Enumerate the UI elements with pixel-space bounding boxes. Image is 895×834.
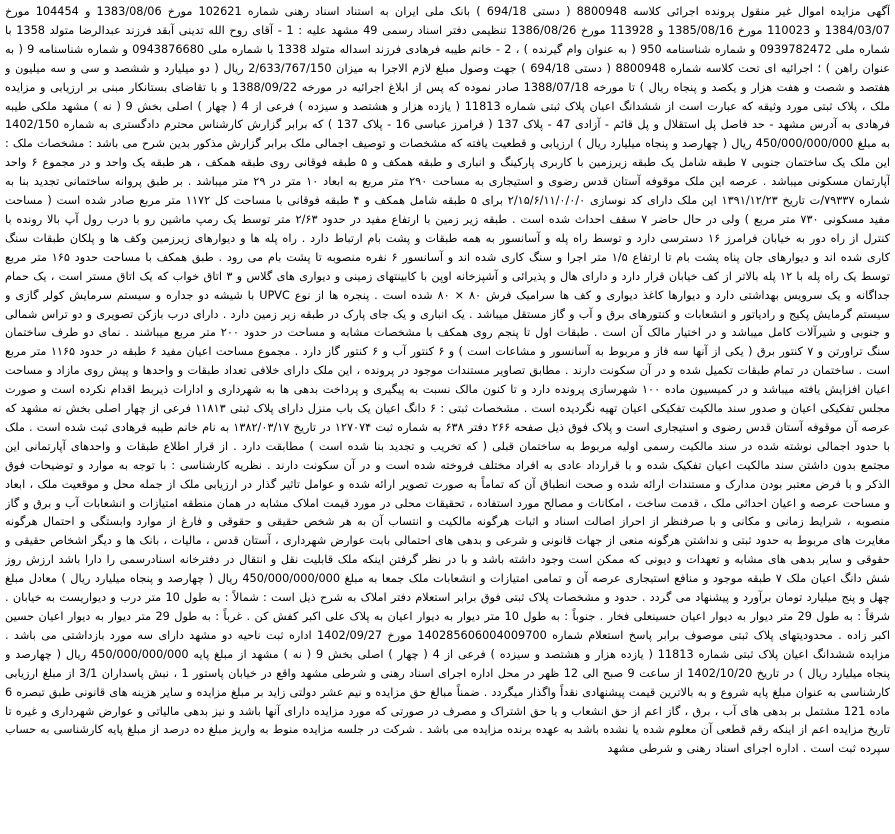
auction-notice <box>5 3 890 828</box>
notice-body-text: آگهی مزایده اموال غیر منقول پرونده اجرائی کلاسه 8800948 ( دستی 694/18 ) بانک ملی ایران به استناد اسناد رهنی شماره 102621 مورخ 1383/08/06 و 104454 مورخ 1384/03/07 و 110023 مورخ 1385/08/16 و 113928 مورخ 1386/08/26 تنظیمی دفتر اسناد رسمی 49 مشهد علیه : 1 - آقای روح الله تدینی آبقد فرزند عبدالرضا متولد 1358 با شماره ملی 0939782472 و شماره شناسنامه 950 ( به عنوان وام گیرنده ) ، 2 - خانم طیبه فرهادی فرزند اسداله متولد 1338 با شماره ملی 0943876680 و شماره شناسنامه 9 ( به عنوان راهن ) ؛ اجرائیه ای تحت کلاسه شماره 8800948 ( دستی 694/18 ) جهت وصول مبلغ لازم الاجرا به میزان 2/633/767/150 ریال ( دو میلیارد و ششصد و سی و سه میلیون و هفتصد و شصت و هفت هزار و یکصد و پنجاه ریال ) تا مورخه 1388/07/18 صادر نموده که پس از ابلاغ اجرائیه در مورخه 1388/09/22 و با تقاضای بستانکار مبنی بر ارزیابی و مزایده ملک ، پلاک ثبتی مورد وثیقه که عبارت است از ششدانگ اعیان پلاک ثبتی شماره 11813 ( یازده هزار و هشتصد و سیزده ) فرعی از 4 ( چهار ) اصلی بخش 9 ( نه ) مشهد ملکی طیبه فرهادی به آدرس مشهد - حد فاصل پل استقلال و پل قائم - آزادی 47 - پلاک 137 ( فرامرز عباسی 16 - پلاک 137 ) که برابر گزارش کارشناس محترم دادگستری به شماره 1402/150 به مبلغ 450/000/000/000 ریال ( چهارصد و پنجاه میلیارد ریال ) ارزیابی و قطعیت یافته که مشخصات و توصیف اجمالی ملک برابر گزارش مذکور بدین شرح می باشد : مشخصات ملک : این ملک یک ساختمان جنوبی ۷ طبقه شامل یک طبقه زیرزمین با کاربری پارکینگ و انباری و طبقه همکف و ۵ طبقه فوقانی روی طبقه همکف ، هر طبقه یک واحد و در مجموع ۶ واحد آپارتمان مسکونی میباشد . عرصه این ملک موقوفه آستان قدس رضوی و استیجاری به مساحت ۲۹۰ متر مربع به ابعاد ۱۰ متر در ۲۹ متر میباشد . بر طبق پروانه ساختمانی تجدید بنا به شماره ۷۹۳۳۷/ت تاریخ ۱۳۹۱/۱۲/۲۳ این ملک دارای کد نوسازی ۲/۱۵/۶/۱۱/۰/۰/۰ برای ۵ طبقه شامل همکف و ۴ طبقه فوقانی با مساحت کل ۱۱۷۲ متر مربع صادر شده است ( مساحت مفید مسکونی ۷۳۰ متر مربع ) ولی در حال حاضر ۷ سقف احداث شده است . طبقه زیر زمین با ارتفاع مفید در حدود ۲/۶۳ متر توسط یک رمپ ماشین رو با درب رول آپ بالا رونده با کنترل از راه دور به خیابان فرامرز ۱۶ دسترسی دارد و توسط راه پله و آسانسور به همه طبقات و پشت بام ارتباط دارد . راه پله ها و دیوارهای زیرزمین وکف ها و پلکان طبقات سنگ کاری شده اند و دیوارهای جان پناه پشت بام تا ارتفاع ۱/۵ متر اجرا و سنگ کاری شده اند و آسانسور ۶ نفره منصوبه تا پشت بام می رود . طبق همکف با مساحت حدود ۱۶۵ متر مربع توسط یک راه پله با ۱۲ پله بالاتر از کف خیابان قرار دارد و دارای هال و پذیرائی و آشپزخانه اوپن با کابینتهای زمینی و دیواری های گلاس و ۳ اتاق خواب که یک اتاق مستر است ، یک حمام جداگانه و یک سرویس بهداشتی دارد و دیوارها کاغذ دیواری و کف ها سرامیک فرش ۸۰ × ۸۰ شده است . پنجره ها از نوع UPVC با شیشه دو جداره و سیستم سرمایش کولر گازی و سیستم گرمایش پکیج و رادیاتور و انشعابات و کنتورهای برق و آب و گاز مستقل میباشد . یک انباری و یک جای پارک در طبقه زیر زمین دارد . دارای درب بازکن تصویری و دو تراس شمالی و جنوبی و شیرآلات کامل میباشد و در اختیار مالک آن است . طبقات اول تا پنجم روی همکف با مشخصات مشابه و مساحت در حدود ۲۰۰ متر مربع میباشند . نمای دو طرف ساختمان سنگ تراورتن و ۷ کنتور برق ( یکی از آنها سه فاز و مربوط به آسانسور و مشاعات است ) و ۶ کنتور آب و ۶ کنتور گاز دارد . مجموع مساحت اعیان مفید ۶ طبقه در حدود ۱۱۶۵ متر مربع است . ساختمان در تمام طبقات تکمیل شده و در آن سکونت دارند . مطابق تصاویر مستندات موجود در پرونده ، این ملک دارای خلافی تعداد طبقات و واحدها و پیش روی مازاد و مساحت اعیان افزایش یافته میباشد و در کمیسیون ماده ۱۰۰ شهرسازی پرونده دارد و تا کنون مالک نسبت به پیگیری و پرداخت بدهی ها به شهرداری و ادارات ذیربط اقدام نکرده است و صورت مجلس تفکیکی اعیان و صدور سند مالکیت تفکیکی اعیان تهیه نگردیده است . مشخصات ثبتی : ۶ دانگ اعیان یک باب منزل دارای پلاک ثبتی ۱۱۸۱۳ فرعی از چهار اصلی بخش نه مشهد که عرصه آن موقوفه آستان قدس رضوی و استیجاری است و پلاک فوق ذیل صفحه ۲۶۶ دفتر ۶۳۸ به شماره ثبت ۱۲۷۰۷۴ در تاریخ ۱۳۸۲/۰۳/۱۷ به نام خانم طیبه فرهادی ثبت شده است . ملک با حدود اجمالی نوشته شده در سند مالکیت رسمی اولیه مربوط به ساختمان قبلی ( که تخریب و تجدید بنا شده است ) مطابقت دارد . از قرار اطلاع طبقات و واحدهای آپارتمانی این مجتمع بدون داشتن سند مالکیت اعیان تفکیک شده و با قرارداد عادی به افراد مختلف فروخته شده است و در آن سکونت دارند . نظریه کارشناسی : با توجه به موارد و توضیحات فوق الذکر و با فرض معتبر بودن مدارک و مستندات ارائه شده و صحت انطباق آن که تماماً به صورت تصویر ارائه شده و عوامل تاثیر گذار در ارزیابی ملک از جمله محل و موقعیت ملک ، ابعاد و مساحت عرصه و اعیان احداثی ملک ، قدمت ساخت ، امکانات و مصالح مورد استفاده ، تحقیقات محلی در مورد قیمت املاک مشابه در همان منطقه امتیازات و انشعابات آب و برق و گاز منصوبه ، شرایط زمانی و مکانی و با صرفنظر از احراز اصالت اسناد و اثبات هرگونه مالکیت و انتساب آن به هر شخص حقیقی و حقوقی و فارغ از موارد وابستگی و احتمال هرگونه مغایرت های مربوط به حدود ثبتی و نداشتن هرگونه منعی از جهات قانونی و شرعی و بدهی های احتمالی بابت عوارض شهرداری ، آستان قدس ، مالیات ، بانک ها و دیگر اشخاص حقیقی و حقوقی و سایر بدهی های مشابه و تعهدات و دیونی که ممکن است وجود داشته باشد و با در نظر گرفتن اینکه ملک قابلیت نقل و انتقال در دفترخانه اسنادرسمی را دارا باشد ارزش روز شش دانگ اعیان ملک ۷ طبقه موجود و منافع استیجاری عرصه آن و تمامی امتیازات و انشعابات ملک جمعا به مبلغ 450/000/000/000 ریال ( چهارصد و پنجاه میلیارد ریال ) معادل مبلغ چهل و پنج میلیارد تومان برآورد و پیشنهاد می گردد . حدود و مشخصات پلاک ثبتی فوق برابر استعلام دفتر املاک به شرح ذیل است : شمالاً : به طول 10 متر درب و دیواریست به خیابان . شرقاً : به طول 29 متر دیوار به دیوار اعیان حسینعلی فخار . جنوباً : به طول 10 متر دیوار به دیوار اعیان به پلاک علی اکبر کفش کن . غرباً : به طول 29 متر دیوار به دیوار اعیان حسین اکبر زاده . محدودیتهای پلاک ثبتی موصوف برابر پاسخ استعلام شماره 140285606004009700 مورخ 1402/09/27 اداره ثبت ناحیه دو مشهد دارای سه مورد بازداشتی می باشد . مزایده ششدانگ اعیان پلاک ثبتی شماره 11813 ( یازده هزار و هشتصد و سیزده ) فرعی از 4 ( چهار ) اصلی بخش 9 ( نه ) مشهد از مبلغ پایه 450/000/000/000 ریال ( چهارصد و پنجاه میلیارد ریال ) در تاریخ 1402/10/20 از ساعت 9 صبح الی 12 ظهر در محل اداره اجرای اسناد رهنی و شرطی مشهد واقع در خیابان پاستور 1 ، نبش پاسداران 3/1 از مبلغ ارزیابی کارشناسی به عنوان مبلغ پایه شروع و به بالاترین قیمت پیشنهادی نقداً واگذار میگردد . ضمناً مبالغ حق مزایده و نیم عشر دولتی زاید بر مبلغ مزایده و سایر هزینه های قانونی طبق تبصره 6 ماده 121 مشتمل بر بدهی های آب ، برق ، گاز اعم از حق انشعاب و یا حق اشتراک و مصرف در صورتی که مورد مزایده دارای آنها باشد و نیز بدهی مالیاتی و عوارض شهرداری و غیره تا تاریخ مزایده اعم از اینکه رقم قطعی آن معلوم شده یا نشده باشد به عهده برنده مزایده می باشد . شرکت در جلسه مزایده منوط به واریز مبلغ ده درصد از مبلغ پایه کارشناسی به حساب سپرده ثبت است . اداره اجرای اسناد رهنی و شرطی مشهد <box>5 5 890 756</box>
